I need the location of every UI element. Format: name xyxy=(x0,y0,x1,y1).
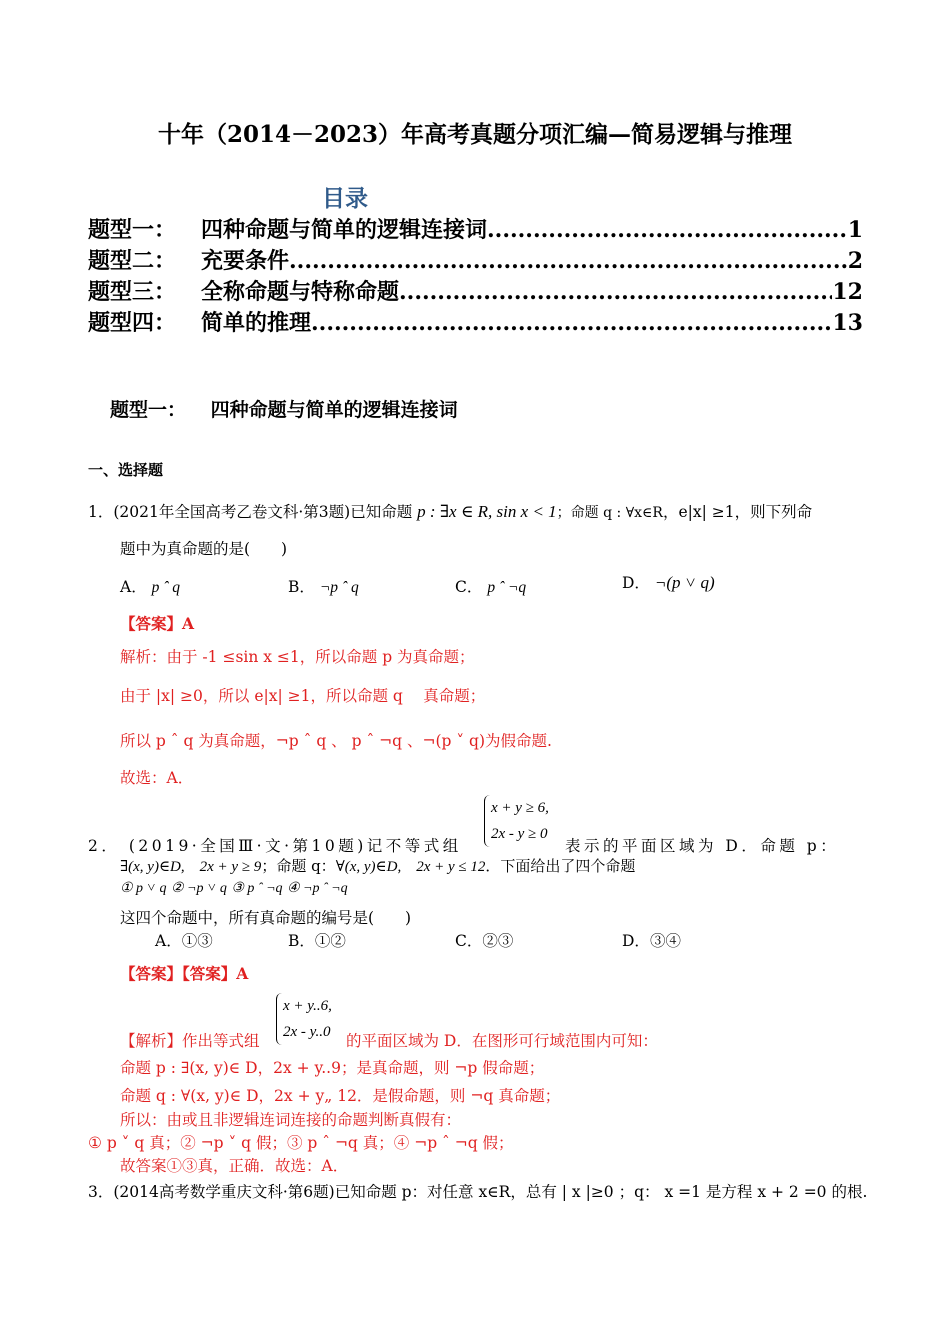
q2-option-c[interactable]: C．②③ xyxy=(455,932,514,950)
section-type: 题型一： xyxy=(110,399,187,421)
q1-option-a[interactable]: A． p ˆ q xyxy=(120,578,181,596)
document-title: 十年（2014－2023）年高考真题分项汇编—简易逻辑与推理 xyxy=(157,121,793,148)
q3-stem: 3．(2014高考数学重庆文科·第6题)已知命题 p：对任意 x∈R，总有 | x |≥0 ；q： x =1 是方程 x + 2 =0 的根. xyxy=(88,1183,868,1201)
toc-item[interactable] xyxy=(88,275,863,305)
toc-item[interactable] xyxy=(88,213,863,243)
q2-stem-line1b: 表示的平面区域为 D．命题 p： xyxy=(565,837,840,855)
q2-analysis-line: ① p ˅ q 真；② ¬p ˅ q 假；③ p ˆ ¬q 真；④ ¬p ˆ ¬q 假； xyxy=(88,1134,514,1152)
q2-analysis-line: 命题 q : ∀(x, y)∈ D，2x + y„ 12．是假命题，则 ¬q 真命题； xyxy=(120,1087,561,1105)
q1-number: 1． xyxy=(88,503,114,521)
toc-item-type: 题型一： xyxy=(88,217,177,243)
q1-analysis-line: 由于 |x| ≥0，所以 e|x| ≥1，所以命题 q 真命题； xyxy=(120,687,486,705)
toc-item-page: 12 xyxy=(832,279,863,305)
q2-inequality-system: x + y ≥ 6, 2x - y ≥ 0 xyxy=(484,795,549,847)
q1-p-formula: p : ∃x ∈ R, sin x < 1 xyxy=(417,502,557,521)
q2-analysis-system: x + y..6, 2x - y..0 xyxy=(276,993,332,1045)
q1-inequality: ，e|x| ≥1， xyxy=(662,503,751,521)
toc-item-type: 题型四： xyxy=(88,310,177,336)
toc-item[interactable] xyxy=(88,244,863,274)
q1-stem-line1 xyxy=(88,500,812,522)
q2-propositions: ① p ˅ q ② ¬p ˅ q ③ p ˆ ¬q ④ ¬p ˆ ¬q xyxy=(120,881,348,896)
toc-leader xyxy=(289,248,848,274)
q2-stem-line2: ∃(x, y)∈D, 2x + y ≥ 9；命题 q：∀(x, y)∈D, 2x + y ≤ 12．下面给出了四个命题 xyxy=(120,857,636,875)
q1-option-b[interactable]: B． ¬p ˆ q xyxy=(288,578,359,596)
q1-analysis-line: 故选：A． xyxy=(120,769,194,787)
q1-option-d[interactable]: D． ¬(p ˅ q) xyxy=(622,573,715,592)
toc-item-name: 简单的推理 xyxy=(201,310,312,336)
q2-ask: 这四个命题中，所有真命题的编号是( ) xyxy=(120,909,412,927)
q2-answer: 【答案】【答案】A xyxy=(120,964,249,983)
toc-item-name: 充要条件 xyxy=(201,248,290,274)
toc-leader xyxy=(399,279,832,305)
toc-item-name: 四种命题与简单的逻辑连接词 xyxy=(201,217,488,243)
q1-analysis-line: 所以 p ˆ q 为真命题，¬p ˆ q 、 p ˆ ¬q 、¬(p ˅ q)为假命题. xyxy=(120,732,552,750)
q2-analysis-line: 命题 p : ∃(x, y)∈ D，2x + y..9；是真命题，则 ¬p 假命题； xyxy=(120,1059,545,1077)
q1-analysis-line: 解析：由于 -1 ≤sin x ≤1，所以命题 p 为真命题； xyxy=(120,648,475,666)
toc-item-page: 2 xyxy=(847,248,863,274)
q2-analysis-line: 的平面区域为 D．在图形可行域范围内可知： xyxy=(346,1032,658,1050)
subsection-heading: 一、选择题 xyxy=(88,461,164,479)
q2-analysis-line: 【解析】作出等式组 xyxy=(120,1032,260,1050)
q2-option-a[interactable]: A．①③ xyxy=(155,932,213,950)
q1-tail: 则下列命 xyxy=(750,503,813,521)
q2-analysis-line: 故答案①③真，正确．故选：A． xyxy=(120,1157,349,1175)
q2-option-d[interactable]: D．③④ xyxy=(622,932,681,950)
toc-leader xyxy=(311,310,832,336)
q1-option-c[interactable]: C． p ˆ ¬q xyxy=(455,578,527,596)
toc-item-type: 题型二： xyxy=(88,248,177,274)
q2-option-b[interactable]: B．①② xyxy=(288,932,346,950)
section-name: 四种命题与简单的逻辑连接词 xyxy=(210,399,458,421)
section-heading xyxy=(110,395,458,422)
q1-q-formula: ；命题 q : ∀x∈R xyxy=(556,505,663,521)
q1-stem-line2: 题中为真命题的是( ) xyxy=(120,540,288,558)
toc-item-page: 1 xyxy=(847,217,863,243)
toc-item-page: 13 xyxy=(832,310,863,336)
q1-source: (2021年全国高考乙卷文科·第3题)已知命题 xyxy=(113,503,413,521)
toc-item-name: 全称命题与特称命题 xyxy=(201,279,400,305)
q2-analysis-line: 所以：由或且非逻辑连词连接的命题判断真假有： xyxy=(120,1111,462,1129)
toc-leader xyxy=(487,217,848,243)
toc-item[interactable] xyxy=(88,306,863,336)
q1-answer: 【答案】A xyxy=(120,614,195,633)
toc-item-type: 题型三： xyxy=(88,279,177,305)
q2-stem-line1: 2． (2019·全国Ⅲ·文·第10题)记不等式组 xyxy=(88,837,462,855)
toc-heading: 目录 xyxy=(322,185,368,212)
